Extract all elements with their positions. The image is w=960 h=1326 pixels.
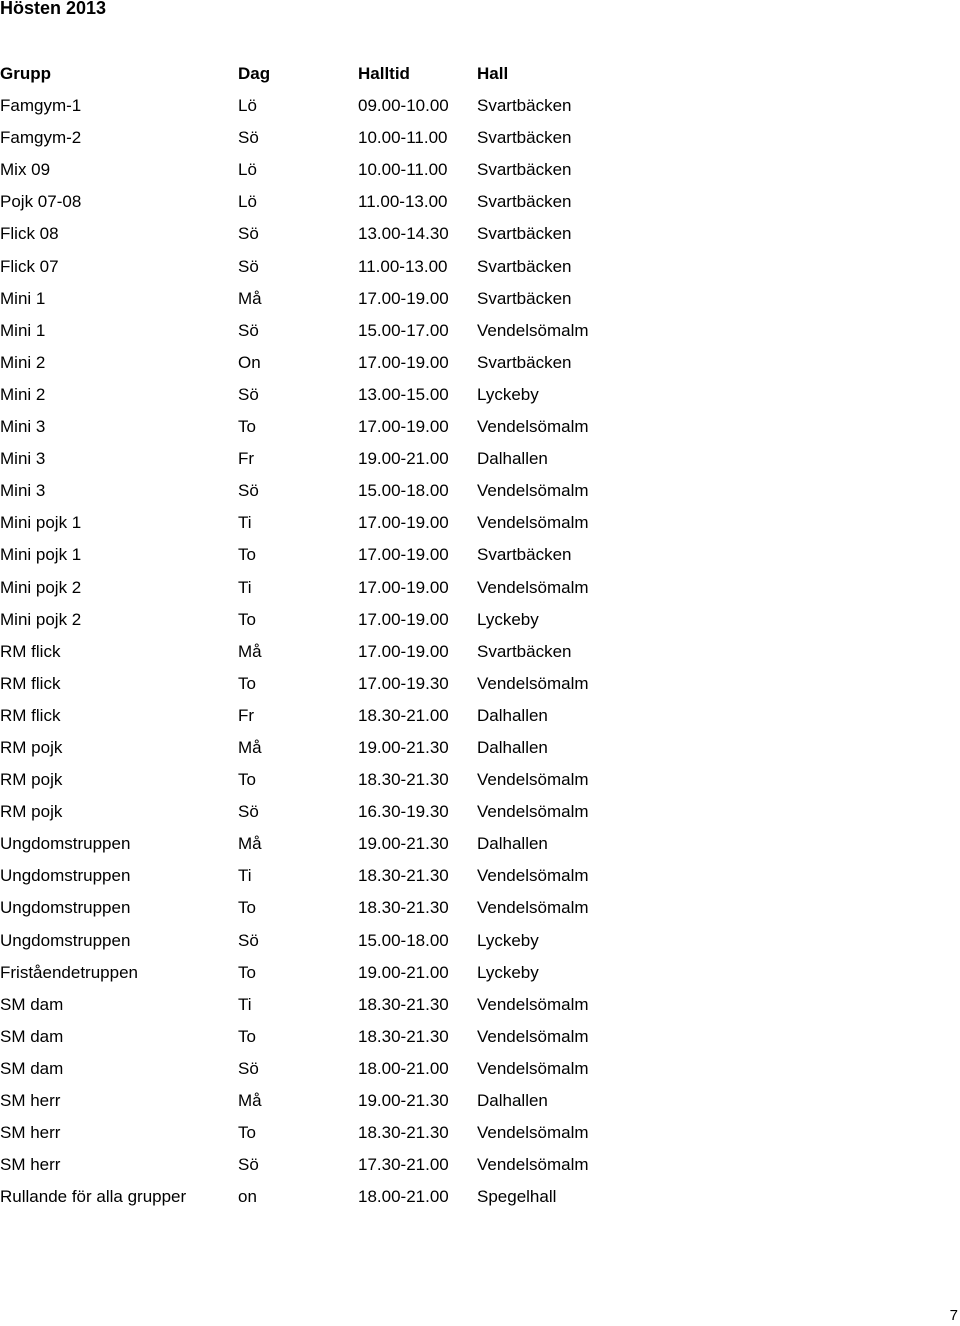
table-row — [0, 446, 960, 478]
cell-hall: Vendelsömalm — [477, 577, 589, 597]
table-row — [0, 799, 960, 831]
cell-group: SM herr — [0, 1155, 61, 1175]
cell-group: RM pojk — [0, 802, 63, 822]
table-row — [0, 414, 960, 446]
cell-time: 17.00-19.00 — [358, 288, 449, 308]
cell-time: 18.00-21.00 — [358, 1058, 449, 1078]
cell-day: To — [238, 770, 256, 790]
cell-group: Ungdomstruppen — [0, 834, 131, 854]
cell-time: 15.00-18.00 — [358, 930, 449, 950]
cell-group: Mini pojk 1 — [0, 545, 82, 565]
table-row — [0, 671, 960, 703]
cell-hall: Vendelsömalm — [477, 770, 589, 790]
table-row — [0, 1088, 960, 1120]
table-row — [0, 157, 960, 189]
cell-day: Lö — [238, 160, 257, 180]
cell-time: 17.00-19.00 — [358, 545, 449, 565]
cell-group: SM herr — [0, 1091, 61, 1110]
cell-day: Må — [238, 288, 262, 308]
cell-hall: Dalhallen — [477, 449, 548, 469]
cell-time: 18.30-21.30 — [358, 866, 449, 886]
table-row — [0, 93, 960, 125]
cell-day: Må — [238, 834, 262, 854]
cell-group: Mix 09 — [0, 160, 51, 180]
page-title: Hösten 2013 — [0, 0, 107, 18]
cell-group: SM herr — [0, 1123, 61, 1143]
page-number: 7 — [949, 1307, 958, 1324]
cell-group: Mini 2 — [0, 352, 46, 372]
table-row — [0, 735, 960, 767]
cell-time: 18.30-21.30 — [358, 770, 449, 790]
table-row — [0, 1184, 960, 1216]
cell-group: Mini 3 — [0, 417, 46, 437]
cell-group: Ungdomstruppen — [0, 898, 131, 918]
table-body — [0, 93, 960, 1216]
cell-group: Flick 08 — [0, 224, 59, 244]
cell-hall: Vendelsömalm — [477, 994, 589, 1014]
cell-time: 15.00-18.00 — [358, 481, 449, 501]
cell-time: 17.00-19.00 — [358, 352, 449, 372]
cell-day: Sö — [238, 320, 259, 340]
table-row — [0, 928, 960, 960]
cell-day: Ti — [238, 577, 252, 597]
table-row — [0, 189, 960, 221]
cell-time: 17.00-19.00 — [358, 641, 449, 661]
cell-day: To — [238, 417, 256, 437]
table-row — [0, 510, 960, 542]
cell-hall: Svartbäcken — [477, 224, 572, 244]
cell-day: Må — [238, 641, 262, 661]
cell-hall: Vendelsömalm — [477, 1123, 589, 1143]
table-row — [0, 767, 960, 799]
cell-time: 17.00-19.00 — [358, 417, 449, 437]
cell-group: Pojk 07-08 — [0, 192, 82, 212]
cell-group: Mini 3 — [0, 449, 46, 469]
cell-day: Sö — [238, 1058, 259, 1078]
cell-hall: Dalhallen — [477, 737, 548, 757]
cell-group: RM flick — [0, 641, 61, 661]
table-row — [0, 254, 960, 286]
cell-hall: Svartbäcken — [477, 641, 572, 661]
table-row — [0, 542, 960, 574]
cell-hall: Dalhallen — [477, 705, 548, 725]
cell-day: Sö — [238, 256, 259, 276]
cell-group: RM pojk — [0, 770, 63, 790]
cell-day: Sö — [238, 1155, 259, 1175]
cell-day: Sö — [238, 481, 259, 501]
cell-day: To — [238, 962, 256, 982]
cell-day: Sö — [238, 128, 259, 148]
header-time: Halltid — [358, 64, 410, 83]
cell-time: 17.00-19.00 — [358, 513, 449, 533]
cell-day: Ti — [238, 513, 252, 533]
cell-hall: Vendelsömalm — [477, 673, 589, 693]
cell-time: 10.00-11.00 — [358, 160, 448, 180]
cell-hall: Lyckeby — [477, 962, 539, 982]
cell-time: 16.30-19.30 — [358, 802, 449, 822]
cell-hall: Svartbäcken — [477, 96, 572, 116]
cell-hall: Svartbäcken — [477, 128, 572, 148]
cell-day: Ti — [238, 994, 252, 1014]
cell-hall: Svartbäcken — [477, 192, 572, 212]
table-row — [0, 607, 960, 639]
cell-day: Må — [238, 1091, 262, 1110]
cell-group: Famgym-1 — [0, 96, 82, 116]
table-row — [0, 350, 960, 382]
cell-day: Må — [238, 737, 262, 757]
cell-hall: Vendelsömalm — [477, 513, 589, 533]
cell-time: 10.00-11.00 — [358, 128, 448, 148]
cell-time: 18.00-21.00 — [358, 1187, 449, 1207]
cell-time: 19.00-21.00 — [358, 449, 449, 469]
cell-group: Mini 1 — [0, 288, 46, 308]
table-row — [0, 1056, 960, 1088]
cell-day: Sö — [238, 384, 259, 404]
cell-group: SM dam — [0, 994, 64, 1014]
cell-group: RM flick — [0, 705, 61, 725]
table-row — [0, 831, 960, 863]
table-row — [0, 318, 960, 350]
cell-time: 09.00-10.00 — [358, 96, 449, 116]
cell-day: Sö — [238, 224, 259, 244]
cell-group: SM dam — [0, 1058, 64, 1078]
table-row — [0, 1120, 960, 1152]
cell-hall: Vendelsömalm — [477, 898, 589, 918]
table-row — [0, 960, 960, 992]
cell-day: To — [238, 1123, 256, 1143]
cell-hall: Dalhallen — [477, 1091, 548, 1110]
cell-group: Mini pojk 2 — [0, 577, 82, 597]
cell-time: 13.00-14.30 — [358, 224, 449, 244]
cell-hall: Svartbäcken — [477, 545, 572, 565]
cell-hall: Vendelsömalm — [477, 417, 589, 437]
table-row — [0, 703, 960, 735]
cell-time: 17.00-19.30 — [358, 673, 449, 693]
table-row — [0, 125, 960, 157]
cell-hall: Lyckeby — [477, 384, 539, 404]
cell-hall: Dalhallen — [477, 834, 548, 854]
cell-day: Lö — [238, 96, 257, 116]
cell-day: Sö — [238, 930, 259, 950]
table-row — [0, 863, 960, 895]
cell-hall: Vendelsömalm — [477, 866, 589, 886]
table-row — [0, 286, 960, 318]
table-row — [0, 895, 960, 927]
cell-day: Fr — [238, 705, 255, 725]
cell-hall: Svartbäcken — [477, 256, 572, 276]
cell-time: 17.30-21.00 — [358, 1155, 449, 1175]
cell-group: Mini 1 — [0, 320, 46, 340]
cell-group: Ungdomstruppen — [0, 930, 131, 950]
header-hall: Hall — [477, 64, 509, 83]
cell-group: RM pojk — [0, 737, 63, 757]
cell-day: Lö — [238, 192, 257, 212]
cell-hall: Vendelsömalm — [477, 1155, 589, 1175]
cell-hall: Lyckeby — [477, 609, 539, 629]
cell-day: To — [238, 545, 256, 565]
cell-group: Mini pojk 2 — [0, 609, 82, 629]
cell-time: 19.00-21.30 — [358, 1091, 449, 1110]
cell-group: Friståendetruppen — [0, 962, 138, 982]
table-row — [0, 639, 960, 671]
cell-hall: Vendelsömalm — [477, 320, 589, 340]
cell-time: 18.30-21.30 — [358, 898, 449, 918]
cell-day: Sö — [238, 802, 259, 822]
cell-group: Mini 3 — [0, 481, 46, 501]
cell-hall: Vendelsömalm — [477, 802, 589, 822]
cell-hall: Vendelsömalm — [477, 1058, 589, 1078]
cell-hall: Svartbäcken — [477, 288, 572, 308]
cell-day: To — [238, 609, 256, 629]
cell-time: 18.30-21.30 — [358, 1123, 449, 1143]
cell-hall: Spegelhall — [477, 1187, 557, 1207]
table-row — [0, 1024, 960, 1056]
cell-time: 19.00-21.00 — [358, 962, 449, 982]
table-row — [0, 1152, 960, 1184]
cell-time: 11.00-13.00 — [358, 256, 448, 276]
cell-group: Famgym-2 — [0, 128, 82, 148]
cell-day: To — [238, 898, 256, 918]
cell-group: SM dam — [0, 1026, 64, 1046]
cell-group: Flick 07 — [0, 256, 59, 276]
cell-group: Mini 2 — [0, 384, 46, 404]
cell-day: To — [238, 673, 256, 693]
cell-time: 15.00-17.00 — [358, 320, 449, 340]
cell-day: To — [238, 1026, 256, 1046]
cell-hall: Lyckeby — [477, 930, 539, 950]
cell-hall: Svartbäcken — [477, 352, 572, 372]
cell-hall: Vendelsömalm — [477, 1026, 589, 1046]
cell-group: RM flick — [0, 673, 61, 693]
cell-hall: Vendelsömalm — [477, 481, 589, 501]
cell-time: 18.30-21.30 — [358, 1026, 449, 1046]
cell-time: 17.00-19.00 — [358, 577, 449, 597]
table-header-row — [0, 61, 960, 93]
cell-day: on — [238, 1187, 257, 1207]
table-row — [0, 221, 960, 253]
cell-time: 19.00-21.30 — [358, 737, 449, 757]
cell-day: Ti — [238, 866, 252, 886]
cell-day: On — [238, 352, 261, 372]
header-group: Grupp — [0, 64, 51, 83]
cell-time: 11.00-13.00 — [358, 192, 448, 212]
cell-time: 18.30-21.30 — [358, 994, 449, 1014]
cell-group: Ungdomstruppen — [0, 866, 131, 886]
table-row — [0, 992, 960, 1024]
table-row — [0, 478, 960, 510]
cell-group: Mini pojk 1 — [0, 513, 82, 533]
cell-time: 18.30-21.00 — [358, 705, 449, 725]
header-day: Dag — [238, 64, 271, 83]
cell-time: 19.00-21.30 — [358, 834, 449, 854]
schedule-table — [0, 61, 960, 1216]
cell-time: 17.00-19.00 — [358, 609, 449, 629]
cell-group: Rullande för alla grupper — [0, 1187, 187, 1207]
cell-day: Fr — [238, 449, 255, 469]
cell-time: 13.00-15.00 — [358, 384, 449, 404]
cell-hall: Svartbäcken — [477, 160, 572, 180]
table-row — [0, 382, 960, 414]
table-row — [0, 575, 960, 607]
